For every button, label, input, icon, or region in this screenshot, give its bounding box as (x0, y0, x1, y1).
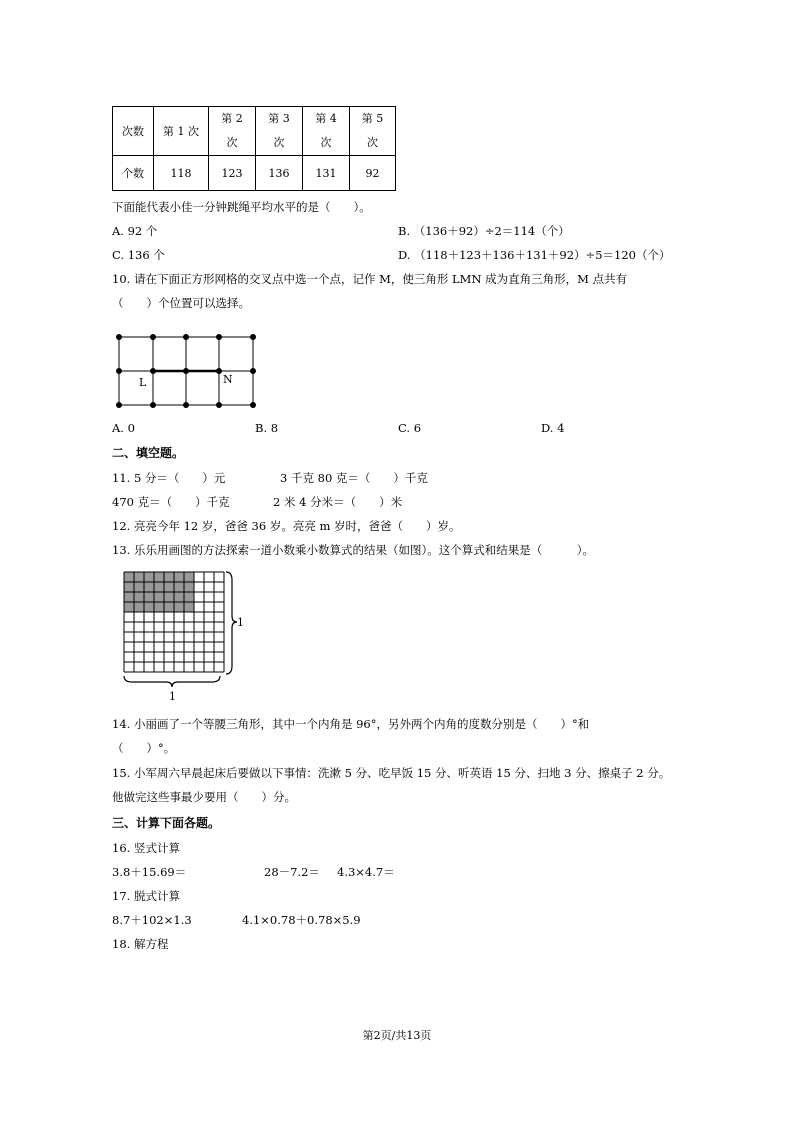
hundred-square-figure (118, 566, 248, 704)
label-l: L (139, 376, 147, 389)
q17-expr1: 8.7＋102×1.3 (112, 913, 192, 927)
table-cell: 第 2 次 (209, 107, 256, 156)
q11-part1: 11. 5 分＝（ ）元 (112, 471, 226, 485)
q10-option-a: A. 0 (112, 421, 135, 435)
q12-text: 12. 亮亮今年 12 岁，爸爸 36 岁。亮亮 m 岁时，爸爸（ ）岁。 (112, 519, 461, 533)
q9-option-b: B. （136＋92）÷2＝114（个） (398, 224, 570, 238)
table-cell: 第 4 次 (303, 107, 350, 156)
page-footer: 第2页/共13页 (362, 1029, 432, 1042)
q16-expr3: 4.3×4.7＝ (337, 865, 395, 879)
table-cell: 第 1 次 (154, 107, 209, 156)
section-title-fill-in: 二、填空题。 (112, 446, 185, 460)
table-cell: 个数 (113, 156, 154, 191)
q9-option-a: A. 92 个 (112, 224, 158, 238)
side-length-label-right: 1 (237, 616, 244, 629)
section-title-calculation: 三、计算下面各题。 (112, 816, 221, 830)
q16-title: 16. 竖式计算 (112, 841, 180, 855)
q10-option-d: D. 4 (541, 421, 565, 435)
table-cell: 第 3 次 (256, 107, 303, 156)
table-cell: 第 5 次 (350, 107, 396, 156)
table-cell: 131 (303, 156, 350, 191)
q13-text: 13. 乐乐用画图的方法探索一道小数乘小数算式的结果（如图）。这个算式和结果是（ ）。 (112, 543, 594, 557)
q11-part2: 3 千克 80 克＝（ ）千克 (280, 471, 428, 485)
q9-stem: 下面能代表小佳一分钟跳绳平均水平的是（ ）。 (112, 200, 371, 214)
square-grid-figure (112, 330, 262, 412)
table-cell: 次数 (113, 107, 154, 156)
side-length-label-bottom: 1 (169, 690, 176, 703)
q15-text-line2: 他做完这些事最少要用（ ）分。 (112, 790, 296, 804)
q17-expr2: 4.1×0.78＋0.78×5.9 (242, 913, 361, 927)
q15-text-line1: 15. 小军周六早晨起床后要做以下事情：洗漱 5 分、吃早饭 15 分、听英语 15 分、扫地 3 分、擦桌子 2 分。 (112, 766, 671, 780)
q11-part4: 2 米 4 分米＝（ ）米 (273, 495, 403, 509)
q17-title: 17. 脱式计算 (112, 889, 180, 903)
q10-text-line1: 10. 请在下面正方形网格的交叉点中选一个点，记作 M，使三角形 LMN 成为直角三角形，M 点共有 (112, 272, 628, 286)
q14-text-line1: 14. 小丽画了一个等腰三角形，其中一个内角是 96°，另外两个内角的度数分别是（ ）°和 (112, 717, 590, 731)
table-cell: 136 (256, 156, 303, 191)
table-row (113, 156, 396, 191)
table-cell: 118 (154, 156, 209, 191)
q16-expr1: 3.8＋15.69＝ (112, 865, 187, 879)
q10-option-c: C. 6 (398, 421, 422, 435)
label-n: N (223, 373, 233, 386)
q14-text-line2: （ ）°。 (112, 741, 176, 755)
q18-title: 18. 解方程 (112, 937, 169, 951)
q11-part3: 470 克＝（ ）千克 (112, 495, 230, 509)
q10-option-b: B. 8 (255, 421, 279, 435)
q9-option-d: D. （118＋123＋136＋131＋92）÷5＝120（个） (398, 248, 671, 262)
table-cell: 123 (209, 156, 256, 191)
table-cell: 92 (350, 156, 396, 191)
table-row (113, 107, 396, 156)
q16-expr2: 28－7.2＝ (264, 865, 320, 879)
q9-option-c: C. 136 个 (112, 248, 165, 262)
jump-rope-table (112, 106, 396, 191)
q10-text-line2: （ ）个位置可以选择。 (112, 296, 250, 310)
